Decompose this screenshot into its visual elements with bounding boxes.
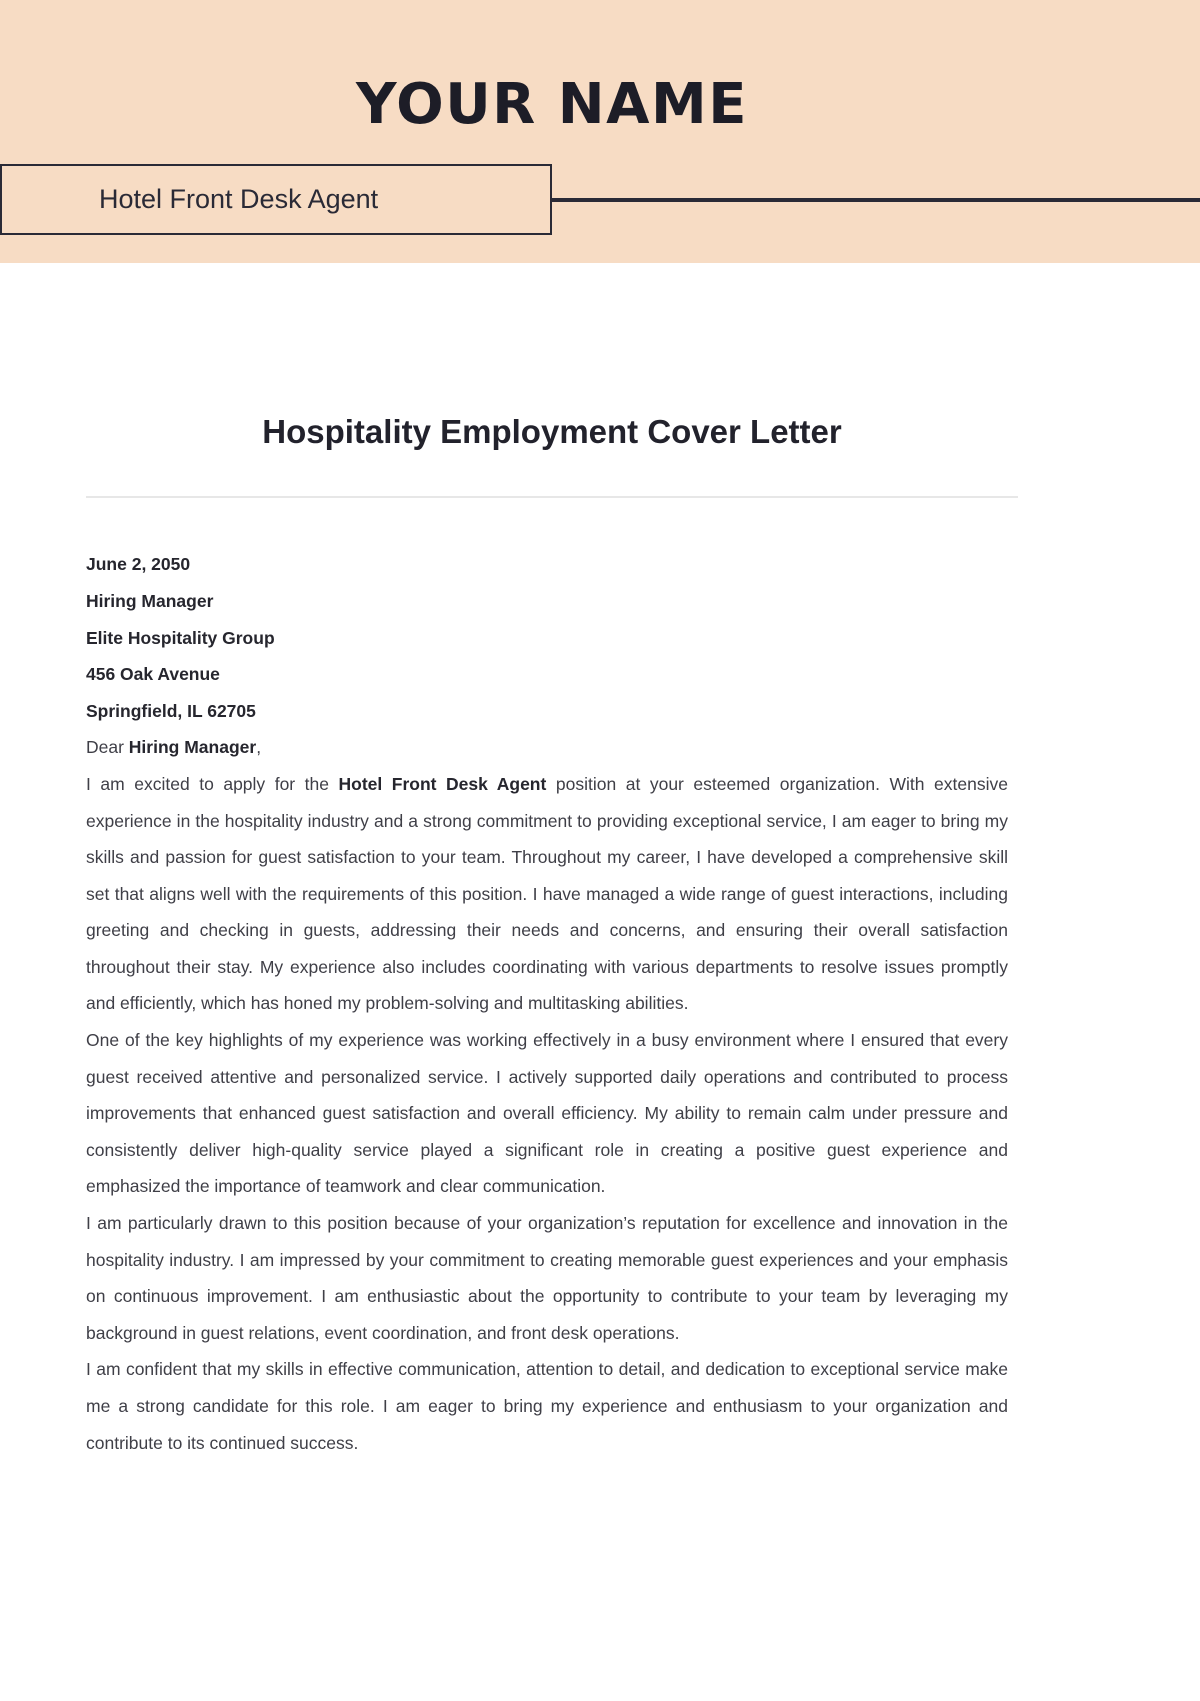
paragraph-1-start: I am excited to apply for the bbox=[86, 773, 339, 794]
salutation-name: Hiring Manager bbox=[128, 737, 257, 758]
recipient-line: 456 Oak Avenue bbox=[86, 664, 220, 685]
salutation-suffix: , bbox=[256, 737, 262, 758]
salutation bbox=[86, 729, 1008, 766]
paragraph-1 bbox=[86, 766, 1008, 1022]
paragraph-2: One of the key highlights of my experience was working effectively in a busy environment where I ensured that every guest received attentive and personalized service. I actively supported daily operations and contributed to process improvements that enhanced guest satisfaction and overall efficiency. My ability to remain calm under pressure and consistently deliver high-quality service played a significant role in creating a positive guest experience and emphasized the importance of teamwork and clear communication. bbox=[86, 1030, 1008, 1197]
document-content bbox=[86, 263, 1018, 1461]
applicant-name: YOUR NAME bbox=[356, 72, 748, 137]
paragraph-1-position-title: Hotel Front Desk Agent bbox=[338, 773, 547, 794]
job-title: Hotel Front Desk Agent bbox=[99, 183, 379, 214]
salutation-prefix: Dear bbox=[86, 737, 129, 758]
letter-body bbox=[86, 546, 1008, 1461]
job-title-row bbox=[0, 164, 1200, 236]
recipient-line: Hiring Manager bbox=[86, 590, 214, 611]
letterhead bbox=[0, 0, 1200, 263]
paragraph-3: I am particularly drawn to this position because of your organization’s reputation for excellence and innovation in the hospitality industry. I am impressed by your commitment to creating memorable guest experiences and your emphasis on continuous improvement. I am enthusiastic about the opportunity to contribute to your team by leveraging my background in guest relations, event coordination, and front desk operations. bbox=[86, 1213, 1008, 1343]
recipient-line: Springfield, IL 62705 bbox=[86, 700, 256, 721]
letter-date: June 2, 2050 bbox=[86, 554, 191, 575]
job-title-box bbox=[0, 164, 552, 236]
job-title-rule bbox=[552, 198, 1200, 202]
title-divider bbox=[86, 496, 1018, 498]
paragraph-4: I am confident that my skills in effective communication, attention to detail, and dedication to exceptional service make me a strong candidate for this role. I am eager to bring my experience and enthusiasm to your organization and contribute to its continued success. bbox=[86, 1359, 1008, 1453]
recipient-line: Elite Hospitality Group bbox=[86, 627, 275, 648]
paragraph-1-rest: position at your esteemed organization. With extensive experience in the hospitality industry and a strong commitment to providing exceptional service, I am eager to bring my skills and passion for guest satisfaction to your team. Throughout my career, I have developed a comprehensive skill set that aligns well with the requirements of this position. I have managed a wide range of guest interactions, including greeting and checking in guests, addressing their needs and concerns, and ensuring their overall satisfaction throughout their stay. My experience also includes coordinating with various departments to resolve issues promptly and efficiently, which has honed my problem-solving and multitasking abilities. bbox=[86, 773, 1008, 1014]
document-title: Hospitality Employment Cover Letter bbox=[262, 413, 842, 451]
applicant-name-wrap bbox=[0, 74, 1104, 137]
